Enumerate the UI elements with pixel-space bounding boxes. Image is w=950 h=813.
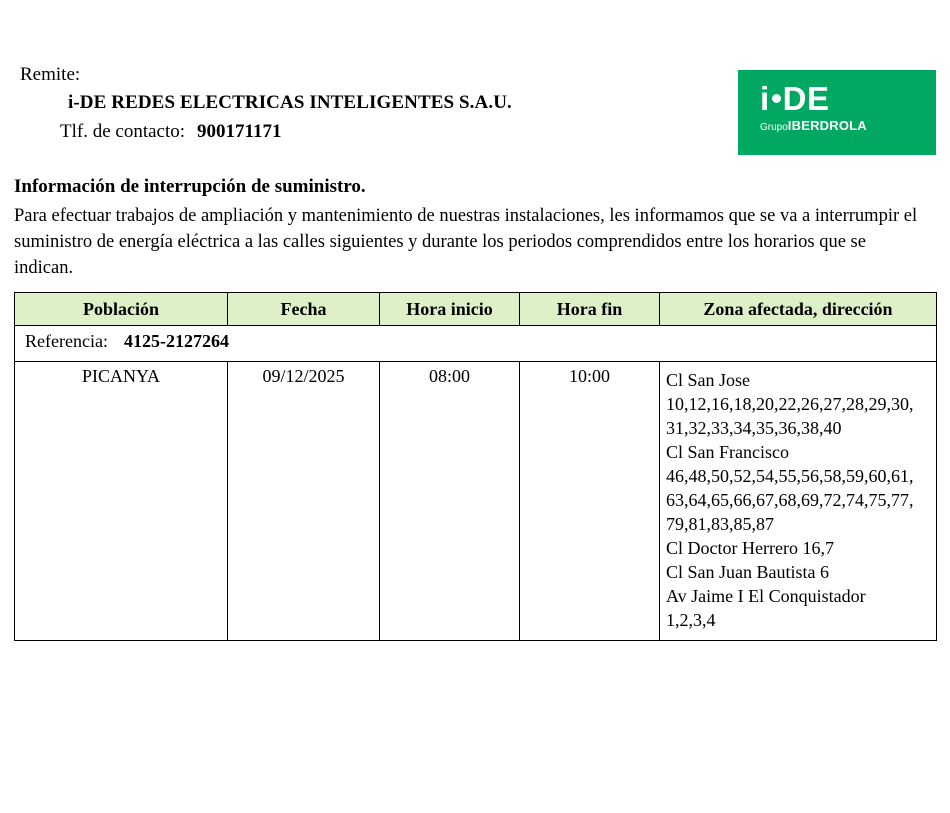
zona-line: 63,64,65,66,67,68,69,72,74,75,77, bbox=[666, 490, 914, 510]
outage-table-body bbox=[15, 326, 937, 641]
reference-label: Referencia: bbox=[25, 331, 108, 351]
sender-phone-value: 900171171 bbox=[197, 121, 282, 142]
reference-cell bbox=[15, 326, 937, 362]
notice-block bbox=[14, 174, 926, 281]
reference-value: 4125-2127264 bbox=[123, 331, 229, 351]
cell-hora-inicio: 08:00 bbox=[380, 362, 520, 641]
logo-main-left: i bbox=[760, 80, 770, 117]
logo-grupo-label: Grupo bbox=[760, 122, 788, 133]
notice-title: Información de interrupción de suministro. bbox=[14, 176, 366, 197]
logo-dot-icon bbox=[772, 94, 781, 103]
zona-line: 79,81,83,85,87 bbox=[666, 514, 774, 534]
notice-body: Para efectuar trabajos de ampliación y mantenimiento de nuestras instalaciones, les informamos que se va a interrumpir el suministro de energía eléctrica a las calles siguientes y durante los periodos comprendidos entre los horarios que se indican. bbox=[14, 206, 918, 278]
header-fecha: Fecha bbox=[228, 293, 380, 326]
sender-company-name: i-DE REDES ELECTRICAS INTELIGENTES S.A.U. bbox=[68, 92, 512, 113]
sender-phone-label: Tlf. de contacto: bbox=[60, 121, 186, 142]
zona-line: Av Jaime I El Conquistador bbox=[666, 586, 866, 606]
logo-brand-label: IBERDROLA bbox=[787, 118, 867, 133]
header-hora-inicio: Hora inicio bbox=[380, 293, 520, 326]
cell-fecha: 09/12/2025 bbox=[228, 362, 380, 641]
header-zona-afectada: Zona afectada, dirección bbox=[660, 293, 937, 326]
table-header-row bbox=[15, 293, 937, 326]
zona-line: Cl San Jose bbox=[666, 370, 751, 390]
reference-row bbox=[15, 326, 937, 362]
logo-main-right: DE bbox=[782, 80, 830, 117]
logo-wordmark bbox=[760, 82, 936, 116]
outage-table-head bbox=[15, 293, 937, 326]
header-hora-fin: Hora fin bbox=[520, 293, 660, 326]
header-poblacion: Población bbox=[15, 293, 228, 326]
zona-line: 10,12,16,18,20,22,26,27,28,29,30, bbox=[666, 394, 914, 414]
table-row bbox=[15, 362, 937, 641]
zona-line: 31,32,33,34,35,36,38,40 bbox=[666, 418, 842, 438]
logo-subtext bbox=[760, 118, 936, 136]
outage-table bbox=[14, 292, 937, 641]
zona-line: Cl San Francisco bbox=[666, 442, 789, 462]
sender-label: Remite: bbox=[20, 64, 81, 85]
cell-poblacion: PICANYA bbox=[15, 362, 228, 641]
ide-iberdrola-logo bbox=[738, 70, 936, 155]
zona-line: 46,48,50,52,54,55,56,58,59,60,61, bbox=[666, 466, 914, 486]
sender-phone-row bbox=[20, 118, 720, 146]
cell-hora-fin: 10:00 bbox=[520, 362, 660, 641]
zona-line: Cl Doctor Herrero 16,7 bbox=[666, 538, 834, 558]
sender-block bbox=[20, 62, 720, 146]
cell-zona-afectada bbox=[660, 362, 937, 641]
outage-table-wrapper bbox=[14, 292, 936, 641]
zona-line: 1,2,3,4 bbox=[666, 610, 716, 630]
zona-line: Cl San Juan Bautista 6 bbox=[666, 562, 829, 582]
